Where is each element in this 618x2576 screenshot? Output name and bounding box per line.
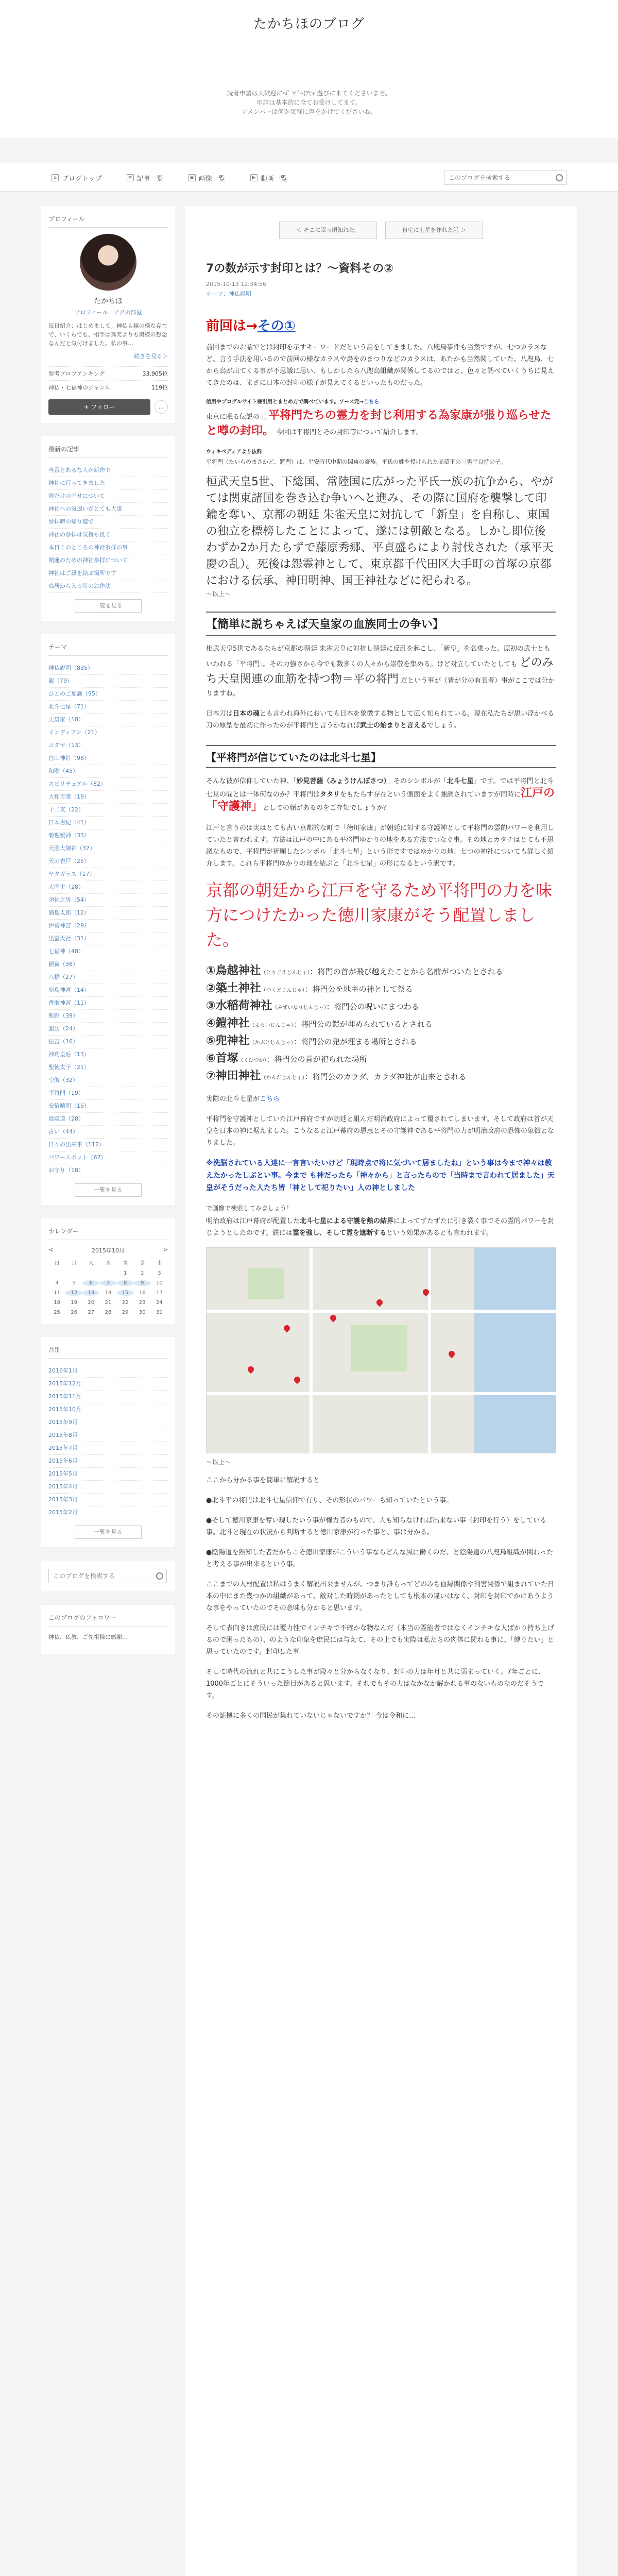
calendar-day: 10 — [156, 1280, 163, 1286]
archive-more-button[interactable]: 一覧を見る — [75, 1526, 142, 1539]
archive-month-link[interactable]: 2015年2月 — [48, 1506, 168, 1519]
widget-title: プロフィール — [48, 214, 168, 228]
previous-part-link-line — [206, 315, 556, 334]
article-main — [185, 206, 577, 2576]
search-icon[interactable] — [556, 174, 563, 181]
calendar-day[interactable]: 12 — [65, 1290, 82, 1296]
site-description — [0, 89, 618, 116]
paragraph-text: 相武天皇5世であるならが京都の朝廷 朱雀天皇に対抗し朝廷に反乱を起こし、「新皇」を名乗った。原初の武士ともいわれる「平将門」。その力強さから今でも数多くの人々から崇敬を集める。けど対立していたとしても — [206, 645, 551, 668]
blue-bold-note: ※洗脳されている人達に一言言いたいけど「現時点で将に気づいて居ましたね」という事は今まで神々は教えたかったしぶとい事。今まで も神だったら「神々から」と言ったらので「当時まで言われて居ました」天皇がそうだった人たち皆「神として祀りたい」人の神としました — [206, 1159, 555, 1192]
shrine-description: ：将門の首が飛び越えたことから名前がついたとされる — [310, 967, 503, 976]
search-input[interactable] — [444, 171, 553, 184]
shrine-name: 神田神社 — [215, 1070, 261, 1082]
theme-link[interactable]: 菊理媛神（33） — [48, 829, 168, 842]
more-options-icon[interactable]: … — [154, 400, 168, 414]
shrine-name: 築土神社 — [215, 982, 261, 995]
paragraph: 平将門を守護神としていた江戸幕府ですが朝廷と組んだ明治政府によって覆されてしまいます。そして政府は首が天皇を日本の神に据えました。こうなると江戸幕府の恩恵とその守護神である平将門の力が明治政府の恐怖の象徴となりました。 — [206, 1115, 555, 1147]
shrine-item — [206, 1033, 556, 1051]
archive-widget — [41, 1337, 175, 1547]
source-note — [206, 397, 556, 405]
calendar-day — [65, 1270, 82, 1276]
theme-link[interactable]: 和歌（45） — [48, 765, 168, 778]
map-pin[interactable] — [329, 1314, 338, 1323]
map-caption: ～以上～ — [206, 1459, 231, 1466]
shrine-number: ⑦ — [206, 1070, 216, 1082]
shrine-kana: （くびづか） — [238, 1058, 267, 1063]
archive-month-link[interactable]: 2015年12月 — [48, 1378, 168, 1391]
calendar-day[interactable]: 13 — [82, 1290, 99, 1296]
theme-link[interactable]: 諏訪（24） — [48, 1023, 168, 1036]
paragraph — [206, 775, 556, 814]
quote-end: ～以上～ — [206, 590, 231, 598]
archive-month-link[interactable]: 2015年5月 — [48, 1468, 168, 1481]
shrine-description: ：将門公を地主の神として祭る — [304, 985, 413, 994]
recent-post-link[interactable]: 開運のための神社参拝について — [48, 554, 168, 567]
paragraph: そして表向きは庶民には覆力性でインチキで不確かな物なんだ（本当の霊能者ではなくインチキな人ばかり持ち上げるので困ったもの）、のような印象を庶民には与えて、その上でも実際は私たちの肉体に関わる事に、「縛りたい」と思っていたのです。封印した事 — [206, 1624, 555, 1656]
widget-title: 最新の記事 — [48, 445, 168, 458]
paragraph-text: をもたらす存在という側面をよく強調されていますが同時に — [340, 791, 521, 799]
theme-link[interactable]: 神功皇后（13） — [48, 1048, 168, 1061]
article-theme[interactable]: テーマ：神仏説明 — [206, 291, 251, 297]
shrine-item — [206, 1069, 556, 1086]
profile-links[interactable]: プロフィール ピグの部屋 — [74, 309, 142, 316]
calendar-weekday: 火 — [88, 1261, 94, 1266]
paragraph: ここから分かる事を簡単に解説すると — [206, 1477, 320, 1484]
theme-link[interactable]: 天の岩戸（25） — [48, 855, 168, 868]
image-icon: ▣ — [188, 174, 196, 181]
paragraph-text: 」そのシンボルが「 — [387, 777, 447, 785]
map-water — [474, 1248, 556, 1453]
shrine-item — [206, 981, 556, 998]
quote-source: ウィキペディアより抜粋 — [206, 449, 262, 455]
paragraph: ●北斗平の将門は北斗七星信仰で有り、その形状のパワーも知っていたという事。 — [206, 1497, 453, 1504]
calendar-day: 2 — [141, 1270, 144, 1276]
shrine-description: ：将門公の呪いにまつわる — [326, 1002, 419, 1011]
profile-text: 毎日紹介：はじめまして。神仏も鏡の様な存在で、いくらでも、相手は真実よりも奥様の想念なんだと気付けました。私の事… — [48, 323, 167, 347]
paragraph — [206, 408, 556, 439]
theme-link[interactable]: お守り（18） — [48, 1164, 168, 1177]
recent-posts-widget — [41, 436, 175, 621]
theme-list — [48, 662, 168, 1177]
followers-text: 神仏、仏教、ご先祖様に感謝… — [48, 1634, 128, 1640]
calendar-day: 28 — [105, 1310, 112, 1315]
source-text: 信用やブログルサイト様引用とまとめ方で調べています。ソース元→ — [206, 399, 364, 405]
shrine-name: 水稲荷神社 — [215, 999, 272, 1012]
archive-month-link[interactable]: 2016年1月 — [48, 1365, 168, 1378]
calendar-day: 14 — [105, 1290, 112, 1296]
calendar-day: 27 — [88, 1310, 95, 1315]
calendar-weekday: 土 — [157, 1261, 162, 1266]
calendar-day: 4 — [55, 1280, 59, 1286]
calendar-day: 5 — [72, 1280, 76, 1286]
paragraph-text: とも言われ海外においても日本を象徴する物として広く知られている。現在私たちが思い浮かべる刀の原型を最初に作ったのが平将門と言うかなれば — [206, 710, 555, 730]
theme-link[interactable]: 北斗七星（71） — [48, 701, 168, 714]
shrine-kana: （とりごえじんじゃ） — [261, 970, 310, 976]
theme-link[interactable]: 占い（44） — [48, 1126, 168, 1139]
widget-title: テーマ — [48, 642, 168, 656]
map-pin[interactable] — [283, 1324, 291, 1333]
theme-link[interactable]: 浦島太郎（12） — [48, 907, 168, 920]
sidebar-search-box — [48, 1569, 167, 1583]
theme-link[interactable]: 出雲大社（31） — [48, 933, 168, 945]
bold-text: 北斗七星による守護を熱の結界 — [300, 1217, 394, 1225]
calendar-weekday: 金 — [140, 1261, 145, 1266]
paragraph: ●陰陽道を熟知した者だからこそ徳川家康がこういう事ならどんな風に働くのだ、と陰陽道の八咫烏組織が関わったと考える事が出来るという事。 — [206, 1549, 554, 1568]
stat-label: 参考プロフアンキング — [48, 370, 105, 377]
article-date: 2015-10-13 12:34:56 — [206, 281, 266, 287]
paragraph-suffix: 今回は平将門とその封印等について紹介します。 — [276, 429, 423, 436]
nav-item-label: ブログトップ — [62, 175, 102, 183]
nav-item-label: 動画一覧 — [260, 175, 287, 183]
followers-widget — [41, 1605, 175, 1654]
nav-item-article-list[interactable] — [127, 173, 164, 183]
bold-text: 武士の始まりと言える — [360, 722, 427, 730]
calendar-widget — [41, 1218, 175, 1324]
archive-list — [48, 1365, 168, 1519]
calendar-day: 21 — [105, 1300, 112, 1306]
paragraph-text: でしょう。 — [427, 722, 461, 730]
calendar-day — [82, 1270, 99, 1276]
map-road — [207, 1310, 556, 1313]
profile-widget — [41, 206, 175, 423]
calendar-day: 18 — [54, 1300, 60, 1306]
calendar-weekday: 日 — [54, 1261, 60, 1266]
shrine-name: 鳥越神社 — [215, 964, 261, 977]
paragraph: ●そして徳川家康を奪い現したいう事が権力者のもので、人も知らなければ出来ない事（封印を行う）をしている事。北斗と現在の状況から判断すると徳川家康が行った事と、事は分かる。 — [206, 1517, 547, 1536]
theme-link[interactable]: 空海（32） — [48, 1074, 168, 1087]
paragraph-text: そんな彼が信仰していた神、「 — [206, 777, 297, 785]
shrine-number: ② — [206, 982, 216, 995]
archive-month-link[interactable]: 2015年7月 — [48, 1442, 168, 1455]
theme-link[interactable]: 稲荷（36） — [48, 958, 168, 971]
paragraph: ここまでの人材配置は私はうまく解説出来ませんが、つまり誰らってどのみち血縁関係や利害関係で組まれていた日本の中にまた幾つかの組織があって、敵対した時期があったとしても根本の違いはなく、封印を封印でかけあうような事をやっていたのでその意味も分かると思います。 — [206, 1581, 555, 1612]
paragraph-text: だという事が（皆が分の有名者）事がここでは分かりますね。 — [206, 677, 555, 698]
map-park — [248, 1268, 284, 1299]
recent-post-link[interactable]: 岩だけの幸せについて — [48, 490, 168, 503]
prev-article-button[interactable]: ＜ そこに眠っ頃知れた。 — [279, 222, 377, 239]
calendar-day: 16 — [139, 1290, 146, 1296]
tag-line: で画像で検索してみましょう！ — [206, 1205, 293, 1212]
calendar-day: 23 — [139, 1300, 146, 1306]
stat-row[interactable] — [48, 366, 168, 380]
stat-label: 神仏・七福神のジャンル — [48, 384, 111, 391]
archive-month-link[interactable]: 2015年9月 — [48, 1416, 168, 1429]
large-inline-text: どのみち天皇関連の血筋を持つ物＝平の将門 — [206, 656, 554, 686]
calendar-day: 19 — [71, 1300, 78, 1306]
theme-link[interactable]: 七福神（48） — [48, 945, 168, 958]
recent-post-link[interactable]: 神社の参拝は気持ち良く — [48, 529, 168, 541]
recent-post-link[interactable]: 神社はご縁を結ぶ場所です — [48, 567, 168, 580]
shrine-description: ：将門公の兜が埋まる場所とされる — [293, 1037, 417, 1046]
stat-value: 119位 — [151, 384, 168, 391]
paragraph-prefix: 東京に眠る伝説の王 — [206, 413, 267, 421]
map-pin[interactable] — [293, 1376, 302, 1384]
site-description-line: 読者申請は大歓迎にﾍ(ﾟ∀ﾟﾍ)ｱﾋｬ 遊びに来てくださいませ。 — [227, 90, 391, 97]
highlight-huge-red-text: 京都の朝廷から江戸を守るため平将門の力を味方につけたかった徳川家康がそう配置しました。 — [206, 880, 553, 950]
follow-row — [48, 399, 168, 415]
calendar-day: 17 — [156, 1290, 163, 1296]
calendar-day: 29 — [122, 1310, 129, 1315]
section-heading: 【平将門が信じていたのは北斗七星】 — [206, 745, 556, 768]
calendar-next-button[interactable]: > — [163, 1246, 168, 1253]
calendar-day[interactable]: 9 — [134, 1280, 151, 1286]
bottom-search-widget — [41, 1561, 175, 1591]
paragraph-text: 明治政府は江戸幕府が配置した — [206, 1217, 300, 1225]
theme-link[interactable]: 八幡（27） — [48, 971, 168, 984]
follow-button[interactable]: + フォロー — [48, 399, 150, 415]
theme-link[interactable]: 香取神宮（11） — [48, 997, 168, 1010]
shrine-number: ③ — [206, 999, 216, 1012]
theme-link[interactable]: 陰陽道（28） — [48, 1113, 168, 1126]
map-pin[interactable] — [375, 1298, 384, 1307]
paragraph-text: 実際の北斗七星が — [206, 1095, 260, 1103]
widget-title: このブログのフォロワー — [48, 1613, 168, 1626]
calendar-day: 24 — [156, 1300, 163, 1306]
shrine-number: ⑥ — [206, 1052, 216, 1065]
theme-link[interactable]: 神仏説明（835） — [48, 662, 168, 675]
archive-month-link[interactable]: 2015年10月 — [48, 1403, 168, 1416]
section-heading: 【簡単に説ちゃえば天皇家の血族同士の争い】 — [206, 612, 556, 636]
widget-title: カレンダー — [48, 1227, 168, 1240]
paragraph: 江戸と言うのは実はとても古い京都的な町で「徳川家康」が朝廷に対する守護神として平将門の霊的パワーを利用していたと言われます。方法は江戸の中にある平将門ゆかりの地をある方法でつなぐ事。その地とカタチはとても不思議なもので、平将門が祈願したシンボル「北斗七星」という形ですではゆかりの地、七つの神社についても詳しく紹介します。これら平将門ゆかりの地を結ぶと「北斗七星」の形になるという訳です。 — [206, 824, 555, 868]
paragraph: そして時代の流れと共にこうした事が段々と分からなくなり、封印の力は年月と共に弱まっていく。7年ごとに、1000年ごとにそういった節目があると思います。それでもその力はなかなか解かれる事のないものなのだそうです。 — [206, 1668, 545, 1700]
shrine-item — [206, 998, 556, 1016]
widget-title: 月別 — [48, 1345, 168, 1359]
theme-link[interactable]: ユダヤ（13） — [48, 739, 168, 752]
home-icon: ⌂ — [52, 174, 59, 181]
avatar[interactable] — [80, 234, 136, 291]
calendar-weekday: 月 — [71, 1261, 77, 1266]
profile-more-link[interactable]: 続きを見る＞ — [134, 353, 168, 360]
theme-link[interactable]: スピリチュアル（82） — [48, 778, 168, 791]
paragraph — [206, 643, 556, 700]
shrine-name: 鎧神社 — [215, 1017, 250, 1030]
global-nav — [0, 163, 618, 192]
theme-link[interactable]: パワースポット（67） — [48, 1151, 168, 1164]
calendar-day[interactable]: 8 — [117, 1280, 134, 1286]
theme-more-button[interactable]: 一覧を見る — [75, 1183, 142, 1197]
recent-post-link[interactable]: 本日このところの神社参拝の事 — [48, 541, 168, 554]
stat-value: 33,905位 — [142, 370, 168, 377]
recent-posts-list — [48, 464, 168, 593]
calendar-day: 25 — [54, 1310, 60, 1315]
calendar-day: 30 — [139, 1310, 146, 1315]
map-park — [351, 1325, 407, 1371]
shrine-kana: （みずいなりじんじゃ） — [272, 1005, 327, 1011]
sidebar-search-input[interactable] — [49, 1569, 157, 1583]
shrine-name: 首塚 — [215, 1052, 238, 1065]
recent-post-link[interactable]: 神社への気遣いがとても大事 — [48, 503, 168, 516]
previous-part-prefix: 前回は→ — [206, 318, 258, 334]
bold-text: タタリ — [320, 791, 340, 799]
theme-link[interactable]: 大和言葉（19） — [48, 791, 168, 804]
shrine-list — [206, 963, 556, 1086]
shrine-name: 兜神社 — [215, 1035, 250, 1047]
theme-link[interactable]: 伊勢神宮（29） — [48, 920, 168, 933]
nav-item-video-list[interactable] — [250, 173, 287, 183]
recent-posts-more-button[interactable]: 一覧を見る — [75, 599, 142, 613]
archive-month-link[interactable]: 2015年11月 — [48, 1391, 168, 1403]
map-road — [428, 1248, 431, 1453]
theme-link[interactable]: 平将門（19） — [48, 1087, 168, 1100]
theme-link[interactable]: 白山神社（98） — [48, 752, 168, 765]
bold-text: 霊を強し、そして霊を遮断する — [292, 1229, 386, 1237]
shrine-item — [206, 963, 556, 981]
archive-month-link[interactable]: 2015年6月 — [48, 1455, 168, 1468]
paragraph — [206, 708, 556, 732]
paragraph — [206, 1215, 556, 1239]
nav-item-blog-top[interactable] — [52, 173, 102, 183]
calendar-day[interactable]: 15 — [117, 1290, 134, 1296]
theme-link[interactable]: 十二支（22） — [48, 804, 168, 817]
calendar-day: 31 — [156, 1310, 163, 1315]
search-icon[interactable] — [156, 1572, 163, 1580]
shrine-description: ：将門公の首が祀られた場所 — [266, 1055, 367, 1064]
quote-large-paragraph: 桓武天皇5世、下総国、常陸国に広がった平氏一族の抗争から、やがては関東諸国を巻き込む争いへと進み、その際に国府を襲撃して印鑰を奪い、京都の朝廷 朱雀天皇に対抗して「新皇」を自称し、東国の独立を標榜したことによって、遂には朝敵となる。しかし即位後わずか2か月たらずで藤原秀郷、平貞盛らにより討伐された（承平天慶の乱）。死後は怨霊神として、東京都千代田区大手町の首塚の京都における伝承、神田明神、国王神社などに祀られる。 — [206, 476, 554, 587]
shrine-kana: （よろいじんじゃ） — [249, 1023, 294, 1028]
nav-item-label: 記事一覧 — [136, 175, 164, 183]
video-icon: ▶ — [250, 174, 258, 181]
theme-link[interactable]: 須佐之男（54） — [48, 894, 168, 907]
theme-link[interactable]: 住吉（16） — [48, 1036, 168, 1048]
calendar-weekday: 木 — [123, 1261, 128, 1266]
big-dipper-link[interactable]: こちら — [260, 1095, 280, 1103]
archive-month-link[interactable]: 2015年4月 — [48, 1481, 168, 1494]
calendar-day: 26 — [71, 1310, 78, 1315]
stat-row[interactable] — [48, 380, 168, 394]
map-image[interactable] — [206, 1247, 556, 1453]
highlight-red-text: 平将門たちの霊力を封じ利用する為家康が張り巡らせたと噂の封印。 — [206, 409, 552, 437]
recent-post-link[interactable]: 当番とあるな人が新作で — [48, 464, 168, 477]
paragraph-text: という効果があるとも言われます。 — [386, 1229, 493, 1237]
site-description-line: 申請は基本的に全てお受けしてます。 — [256, 99, 362, 106]
recent-post-link[interactable]: 神社に行ってきました — [48, 477, 168, 490]
paragraph: 前回までのお話でとは封印を示すキーワードだという話をしてきました。八咫烏事件も当然ですが、七つカラスなど、言う手法を用いるので前回の様なカラスや鳥をのまつりなどのカラスは、あたかも当然関していた、八咫烏、七から烏が出てくる事が不思議に思い、もしかしたら八咫烏組織が関係してるのではと、色々と調べていくうちに見えてきたのは、まさに日本の封印の様子が見えてくるといったものだった。 — [206, 344, 555, 387]
list-icon: ≡ — [127, 174, 134, 181]
bold-text: 北斗七星 — [447, 777, 474, 785]
calendar-grid — [48, 1259, 168, 1315]
theme-link[interactable]: 熊野（39） — [48, 1010, 168, 1023]
quote-paragraph: 平将門（たいらのまさかど、將門）は、平安時代中期の関東の豪族。平氏の姓を授けられた高望王の三男平良持の子。 — [206, 459, 506, 465]
theme-link[interactable]: 日本書紀（41） — [48, 817, 168, 829]
shrine-item — [206, 1016, 556, 1033]
shrine-item — [206, 1051, 556, 1069]
calendar-weekday: 水 — [105, 1261, 111, 1266]
source-link[interactable]: こちら — [364, 399, 380, 405]
theme-link[interactable]: 天照大御神（37） — [48, 842, 168, 855]
shrine-kana: （つくどじんじゃ） — [261, 988, 305, 993]
theme-link[interactable]: 天皇家（18） — [48, 714, 168, 726]
archive-month-link[interactable]: 2015年8月 — [48, 1429, 168, 1442]
calendar-day: 11 — [54, 1290, 60, 1296]
shrine-number: ⑤ — [206, 1035, 216, 1047]
paragraph-text: 」です。では平将門と北斗七星の間とは一体何なのか？平将門は — [206, 777, 554, 799]
article-title[interactable]: 7の数が示す封印とは？～資料その② — [206, 262, 393, 275]
archive-month-link[interactable]: 2015年3月 — [48, 1494, 168, 1506]
paragraph-text: としての顔があるのをご存知でしょうか？ — [263, 804, 390, 812]
map-road — [310, 1248, 313, 1453]
shrine-description: ：将門公の鎧が埋められているとされる — [293, 1020, 433, 1029]
theme-link[interactable]: インディアン（21） — [48, 726, 168, 739]
paragraph-text: 日本刀は — [206, 710, 233, 718]
map-road — [207, 1392, 556, 1395]
theme-link[interactable]: ひとのご加護（95） — [48, 688, 168, 701]
nav-list — [52, 163, 312, 192]
shrine-kana: （かんだじんじゃ） — [261, 1075, 305, 1081]
next-article-button[interactable]: 自宅に七星を作れた話 ＞ — [385, 222, 483, 239]
paragraph: その証拠に多くの国民が集れていないじゃないですか？ 今は令和に... — [206, 1712, 416, 1720]
shrine-description: ：将門公のカラダ、カラダ神社が由来とされる — [304, 1072, 467, 1081]
calendar-day[interactable]: 7 — [99, 1280, 116, 1286]
shrine-kana: （かぶとじんじゃ） — [249, 1040, 294, 1046]
calendar-month-label: 2015年10月 — [92, 1247, 125, 1254]
calendar-day — [48, 1270, 65, 1276]
recent-post-link[interactable]: 参拝時の帰り道で — [48, 516, 168, 529]
calendar-day: 3 — [158, 1270, 161, 1276]
site-description-line: アメンバーは何か気軽に声をかけてくださいね。 — [241, 108, 377, 115]
theme-link[interactable]: 鹿島神宮（14） — [48, 984, 168, 997]
profile-name[interactable]: たかちほ — [94, 297, 123, 306]
map-pin[interactable] — [448, 1350, 456, 1359]
theme-link[interactable]: 安倍晴明（15） — [48, 1100, 168, 1113]
calendar-day — [99, 1270, 116, 1276]
shrine-number: ① — [206, 964, 216, 977]
paragraph — [206, 1093, 556, 1105]
site-title[interactable]: たかちほのブログ — [253, 16, 365, 32]
bold-text: 日本の魂 — [233, 710, 260, 718]
bold-text: 妙見菩薩（みょうけんぼさつ） — [296, 777, 387, 785]
calendar-day: 1 — [123, 1270, 127, 1276]
theme-link[interactable]: 聖徳太子（21） — [48, 1061, 168, 1074]
theme-link[interactable]: ヤタガラス（17） — [48, 868, 168, 881]
sidebar — [41, 206, 175, 1667]
search-box — [444, 171, 566, 185]
calendar-prev-button[interactable]: < — [48, 1246, 54, 1253]
nav-item-label: 画像一覧 — [198, 175, 226, 183]
calendar-day: 22 — [122, 1300, 129, 1306]
theme-widget — [41, 634, 175, 1205]
previous-part-link[interactable]: その① — [257, 318, 296, 334]
article-pager — [206, 222, 556, 239]
theme-link[interactable]: 日々の出来事（112） — [48, 1139, 168, 1151]
calendar-day: 20 — [88, 1300, 95, 1306]
theme-link[interactable]: 大国主（28） — [48, 881, 168, 894]
nav-item-image-list[interactable] — [188, 173, 226, 183]
highlight-red-text: 江戸の「守護神」 — [206, 787, 555, 813]
shrine-number: ④ — [206, 1017, 216, 1030]
map-pin[interactable] — [247, 1365, 255, 1374]
site-header — [0, 0, 618, 138]
theme-link[interactable]: 龍（79） — [48, 675, 168, 688]
calendar-header — [48, 1246, 168, 1255]
paragraph-text: によってずたずたに引き裂く事でその霊的パワーを封じようとしたのです。鉄には — [206, 1217, 555, 1237]
recent-post-link[interactable]: 鳥居から入る時のお作法 — [48, 580, 168, 593]
calendar-day[interactable]: 6 — [82, 1280, 99, 1286]
